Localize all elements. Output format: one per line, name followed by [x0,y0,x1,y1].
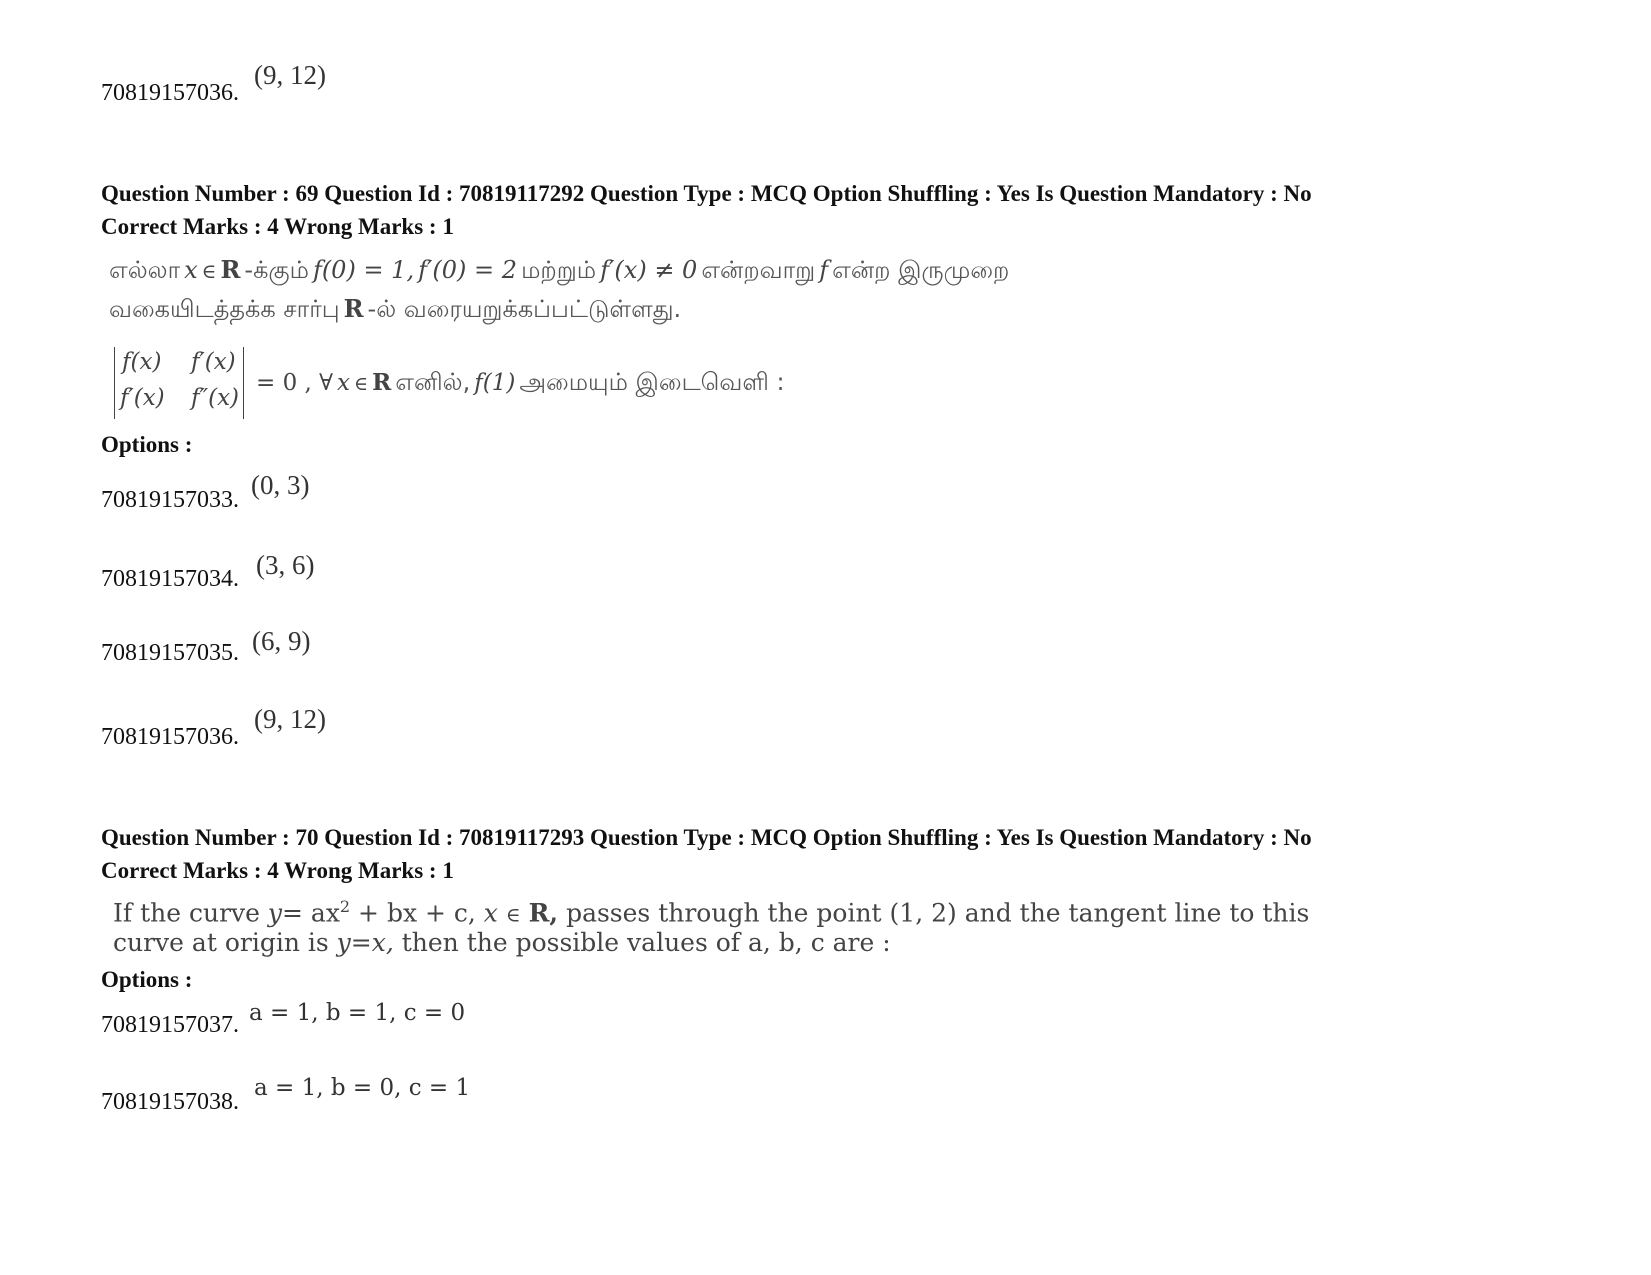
option-value: a = 1, b = 0, c = 1 [254,1075,471,1101]
options-label: Options : [101,432,193,457]
marks-line: Correct Marks : 4 Wrong Marks : 1 [101,858,454,883]
determinant-condition: = 0 , ∀ x ∈ R எனில், f(1) அமையும் இடைவெளி : [256,368,785,396]
option-value: a = 1, b = 1, c = 0 [249,1000,466,1026]
question-header: Question Number : 69 Question Id : 70819117292 Question Type : MCQ Option Shuffling : Yes Is Question Mandatory : No [101,181,1312,206]
question-statement-line-2: curve at origin is y=x, then the possible values of a, b, c are : [113,928,891,957]
option-value: (6, 9) [252,626,311,656]
option-id: 70819157035. [101,640,239,666]
det-cell: f′(x) [191,349,236,375]
question-statement-line-2: வகையிடத்தக்க சார்பு R -ல் வரையறுக்கப்பட்டுள்ளது. [109,294,682,323]
option-value: (0, 3) [251,470,310,500]
det-cell: f′(x) [120,385,165,411]
question-header: Question Number : 70 Question Id : 70819117293 Question Type : MCQ Option Shuffling : Yes Is Question Mandatory : No [101,825,1312,850]
determinant [114,347,244,419]
options-label: Options : [101,967,193,992]
det-cell: f(x) [122,349,162,375]
option-id: 70819157036. [101,724,239,750]
option-id: 70819157033. [101,487,239,513]
option-value: (9, 12) [254,704,326,734]
question-statement-line-1: எல்லா x ∈ R -க்கும் f(0) = 1, f′(0) = 2 மற்றும் f′(x) ≠ 0 என்றவாறு f என்ற இருமுறை [109,255,1010,284]
question-statement-line-1: If the curve $y= ax^2$ + bx + c, x ∈ R, passes through the point (1, 2) and the tangent line to this [113,897,1310,928]
marks-line: Correct Marks : 4 Wrong Marks : 1 [101,214,454,239]
option-value: (3, 6) [256,550,315,580]
option-id: 70819157037. [101,1012,239,1038]
option-id: 70819157036. [101,80,239,106]
option-id: 70819157034. [101,566,239,592]
det-cell: f″(x) [191,385,240,411]
option-id: 70819157038. [101,1089,239,1115]
option-value: (9, 12) [254,60,326,90]
